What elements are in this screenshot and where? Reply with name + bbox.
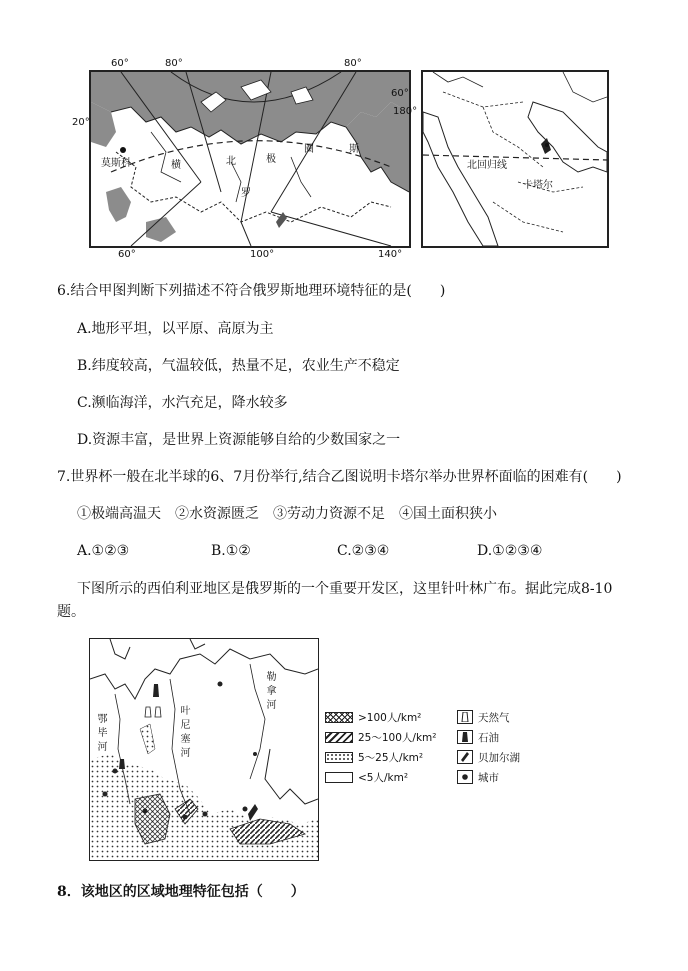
q7-option-c[interactable]: C.②③④ [337,543,390,559]
legend-item-density-high [325,709,421,725]
arctic-char-2: 北 [226,156,236,167]
russia-char: 罗 [241,188,251,199]
moscow-label: 莫斯科 [101,158,131,169]
yenisei-river-char-1: 叶 [180,706,191,717]
legend-label: 贝加尔湖 [478,751,520,764]
legend-label: 5～25人/km² [358,751,424,764]
lake-icon [457,750,473,764]
map1-left-label: 20° [72,117,90,128]
legend-label: 25～100人/km² [358,731,437,744]
map-siberia [89,638,319,861]
q7-option-b[interactable]: B.①② [211,543,251,559]
yenisei-river-char-4: 河 [180,748,191,759]
map1-top-label-2: 80° [165,58,183,69]
ob-river-char-1: 鄂 [97,714,108,725]
legend-item-density-low [325,749,423,765]
legend-label: 天然气 [478,711,510,724]
cross-hatch-swatch [325,712,353,723]
map-qatar [421,70,609,248]
tropic-label: 北回归线 [467,160,507,171]
legend-item-density-mid [325,729,436,745]
lena-river-char-1: 勒 [266,672,277,683]
map-russia [89,70,411,248]
map1-bottom-label-1: 60° [118,249,136,260]
arctic-char-1: 横 [171,160,181,171]
legend-item-baikal [457,749,520,765]
blank-swatch [325,772,353,783]
q7-items: ①极端高温天 ②水资源匮乏 ③劳动力资源不足 ④国土面积狭小 [77,506,497,522]
q8-stem: 8．该地区的区域地理特征包括（ ） [57,884,305,900]
intro-line-1: 下图所示的西伯利亚地区是俄罗斯的一个重要开发区，这里针叶林广布。据此完成8-10 [77,581,613,597]
q6-option-b[interactable]: B.纬度较高，气温较低，热量不足，农业生产不稳定 [77,358,400,374]
q6-stem: 6.结合甲图判断下列描述不符合俄罗斯地理环境特征的是( ) [57,283,446,299]
lena-river-char-2: 拿 [266,686,277,697]
q6-option-d[interactable]: D.资源丰富，是世界上资源能够自给的少数国家之一 [77,432,401,448]
q6-option-c[interactable]: C.濒临海洋，水汽充足，降水较多 [77,395,288,411]
intro-line-2: 题。 [57,604,85,620]
diagonal-hatch-swatch [325,732,353,743]
legend-label: 城市 [478,771,499,784]
russia-map-graphic [91,72,409,246]
arctic-char-4: 圈 [304,144,314,155]
map1-right-label-1: 60° [391,88,409,99]
siberia-map-graphic [90,639,318,860]
legend-label: <5人/km² [358,771,409,784]
q7-option-a[interactable]: A.①②③ [77,543,130,559]
legend-label: 石油 [478,731,499,744]
legend-item-density-lowest [325,769,408,785]
legend-item-city [457,769,499,785]
map1-right-label-2: 180° [393,106,418,117]
map1-top-label-3: 80° [344,58,362,69]
q7-stem: 7.世界杯一般在北半球的6、7月份举行,结合乙图说明卡塔尔举办世界杯面临的困难有( ) [57,469,622,485]
dot-swatch [325,752,353,763]
lena-river-char-3: 河 [266,700,277,711]
yenisei-river-char-2: 尼 [180,720,191,731]
ob-river-char-3: 河 [97,742,108,753]
q6-option-a[interactable]: A.地形平坦，以平原、高原为主 [77,321,274,337]
gas-icon [457,710,473,724]
arctic-char-3: 极 [266,154,276,165]
legend-label: >100人/km² [358,711,422,724]
legend-item-gas [457,709,510,725]
arctic-char-5: 斯 [349,144,359,155]
map1-bottom-label-3: 140° [378,249,403,260]
map1-bottom-label-2: 100° [250,249,275,260]
yenisei-river-char-3: 塞 [180,734,191,745]
q7-option-d[interactable]: D.①②③④ [477,543,543,559]
city-icon [457,770,473,784]
qatar-label: 卡塔尔 [523,180,553,191]
map1-top-label-1: 60° [111,58,129,69]
qatar-map-graphic [423,72,607,246]
ob-river-char-2: 毕 [97,728,108,739]
legend-item-oil [457,729,499,745]
oil-icon [457,730,473,744]
